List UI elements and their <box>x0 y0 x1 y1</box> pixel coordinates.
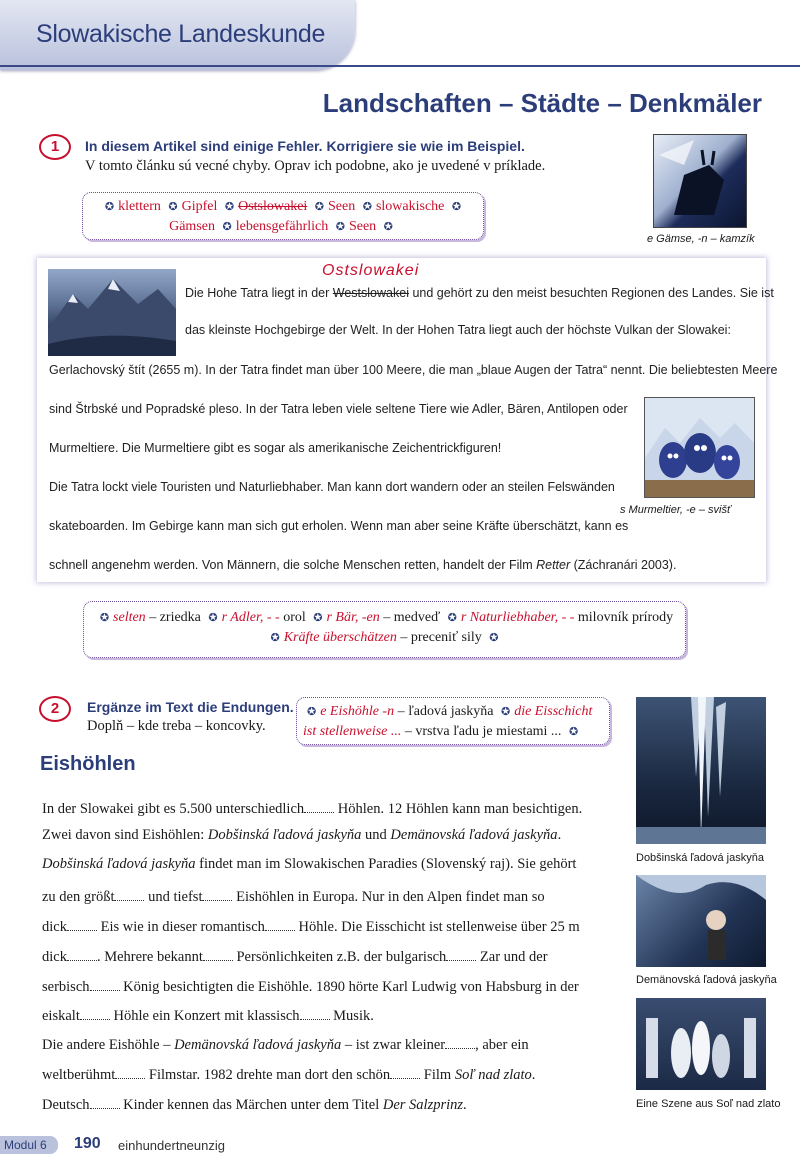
task-number-2: 2 <box>39 696 71 722</box>
cloze-line <box>42 1064 535 1084</box>
section-banner <box>0 0 355 70</box>
word: Seen <box>348 219 377 234</box>
text: Filmstar. 1982 drehte man dort den schön <box>145 1067 391 1083</box>
text: findet man im Slowakischen Paradies (Slovenský raj). Sie gehört <box>195 856 577 872</box>
text: zu den größt <box>42 889 115 905</box>
bullet-icon: ✪ <box>224 201 235 213</box>
text: Höhle. Die Eisschicht ist stellenweise über 25 m <box>294 919 580 935</box>
article-box <box>37 258 778 582</box>
vocab-sk: – ľadová jaskyňa <box>397 704 494 719</box>
text: weltberühmt <box>42 1067 116 1083</box>
cloze-line <box>42 856 576 873</box>
text: Kinder kennen das Märchen unter dem Titel <box>119 1097 383 1113</box>
word: Gipfel <box>181 199 218 214</box>
ending-blank[interactable] <box>80 1005 110 1020</box>
ending-blank[interactable] <box>446 946 476 961</box>
cloze-line <box>42 798 582 818</box>
vocab-sk: – preceniť sily <box>400 630 482 645</box>
page-number-word: einhundertneunzig <box>118 1138 225 1153</box>
text: und gehört zu den meist besuchten Regionen des Landes. Sie ist <box>408 286 774 300</box>
header-rule <box>0 65 800 67</box>
article-line-1 <box>185 286 774 300</box>
text: Die andere Eishöhle – <box>42 1037 175 1053</box>
vocab-box-1 <box>83 601 686 658</box>
bullet-icon: ✪ <box>489 632 499 644</box>
vocab-de: r Bär, -en <box>326 610 380 625</box>
word-example-struck: Ostslowakei <box>238 199 308 214</box>
chamois-photo <box>653 134 747 228</box>
word: Seen <box>328 199 356 214</box>
article-line-5: Murmeltiere. Die Murmeltiere gibt es sogar als amerikanische Zeichentrickfiguren! <box>49 441 502 455</box>
section-title: Slowakische Landeskunde <box>36 20 326 48</box>
ending-blank[interactable] <box>90 1094 120 1109</box>
text: Höhle ein Konzert mit klassisch <box>109 1008 300 1024</box>
bullet-icon: ✪ <box>451 201 462 213</box>
bullet-icon: ✪ <box>362 201 372 213</box>
text: (Záchranári 2003). <box>570 558 677 572</box>
ending-blank[interactable] <box>67 946 97 961</box>
struck-word: Westslowakei <box>332 286 409 300</box>
bullet-icon: ✪ <box>104 201 115 213</box>
text: . <box>531 1067 536 1083</box>
italic-title: Dobšinská ľadová jaskyňa <box>42 856 196 872</box>
vocab-de: e Eishöhle -n <box>320 704 395 719</box>
text: schnell angenehm werden. Von Männern, die solche Menschen retten, handelt der Film <box>49 558 537 572</box>
cloze-line <box>42 1034 529 1054</box>
text: Deutsch <box>42 1097 90 1113</box>
italic-title: Dobšinská ľadová jaskyňa <box>207 827 362 843</box>
text: König besichtigten die Eishöhle. 1890 hörte Karl Ludwig von Habsburg in der <box>119 979 579 995</box>
text: . <box>557 827 562 843</box>
bullet-icon: ✪ <box>335 221 345 233</box>
bullet-icon: ✪ <box>314 201 325 213</box>
handwritten-correction: Ostslowakei <box>322 262 420 279</box>
text: Film <box>420 1067 455 1083</box>
vocab-sk: – zriedka <box>149 610 201 625</box>
ending-blank[interactable] <box>300 1005 330 1020</box>
text: In der Slowakei gibt es 5.500 unterschiedlich <box>42 801 305 817</box>
article-line-3: Gerlachovský štít (2655 m). In der Tatra findet man über 100 Meere, die man „blaue Augen der Tatra“ nennt. Die beliebtesten Meere <box>49 363 778 377</box>
vocab-box-2 <box>296 697 610 745</box>
vocab-de: selten <box>113 610 146 625</box>
ending-blank[interactable] <box>390 1064 420 1079</box>
bullet-icon: ✪ <box>313 612 323 624</box>
task1-instruction-de: In diesem Artikel sind einige Fehler. Korrigiere sie wie im Beispiel. <box>85 138 525 154</box>
text: Höhlen. 12 Höhlen kann man besichtigen. <box>334 801 583 817</box>
page-title: Landschaften – Städte – Denkmäler <box>322 88 762 118</box>
ending-blank[interactable] <box>114 886 144 901</box>
text: – ist zwar kleiner <box>341 1037 446 1053</box>
article-line-8 <box>49 558 676 572</box>
article-line-6: Die Tatra lockt viele Touristen und Naturliebhaber. Man kann dort wandern oder an steilen Felswänden <box>49 480 615 494</box>
marmot-icon <box>645 398 754 497</box>
text: und <box>361 827 391 843</box>
cloze-line <box>42 886 545 906</box>
text: Zwei davon sind Eishöhlen: <box>42 827 208 843</box>
vocab-sk: – vrstva ľadu je miestami ... <box>404 724 562 739</box>
vocab-sk: milovník prírody <box>577 610 674 625</box>
task2-instruction-sk: Doplň – kde treba – koncovky. <box>87 718 266 734</box>
text: Persönlichkeiten z.B. der bulgarisch <box>232 949 447 965</box>
bullet-icon: ✪ <box>307 706 317 718</box>
ending-blank[interactable] <box>265 916 295 931</box>
cloze-line <box>42 1094 467 1114</box>
bullet-icon: ✪ <box>500 706 511 718</box>
cloze-line <box>42 976 579 996</box>
demanovska-caption: Demänovská ľadová jaskyňa <box>636 974 777 986</box>
word: lebensgefährlich <box>235 219 329 234</box>
marmot-caption: s Murmeltier, -e – svišť <box>620 504 731 516</box>
word: Gämsen <box>169 219 215 234</box>
bullet-icon: ✪ <box>99 612 110 624</box>
text: Zar und der <box>476 949 548 965</box>
text: . Mehrere bekannt <box>96 949 203 965</box>
italic-title: Demänovská ľadová jaskyňa <box>390 827 558 843</box>
text: eiskalt <box>42 1008 80 1024</box>
ending-blank[interactable] <box>445 1034 475 1049</box>
chamois-icon <box>654 135 746 227</box>
article-line-4: sind Štrbské und Popradské pleso. In der Tatra leben viele seltene Tiere wie Adler, Bären, Antilopen oder <box>49 402 628 416</box>
italic-title: Soľ nad zlato <box>454 1067 532 1083</box>
ice-cave-icon <box>636 697 766 844</box>
bullet-icon: ✪ <box>568 726 579 738</box>
vocab-de: r Naturliebhaber, - - <box>460 610 575 625</box>
vocab-de: die Eisschicht ist stellenweise ... <box>303 704 593 739</box>
chamois-caption: e Gämse, -n – kamzík <box>647 233 755 245</box>
cloze-line <box>42 946 548 966</box>
vocab-de: Kräfte überschätzen <box>283 630 397 645</box>
film-scene-caption: Eine Szene aus Soľ nad zlato <box>636 1098 781 1110</box>
text: serbisch <box>42 979 90 995</box>
dobsinska-caption: Dobšinská ľadová jaskyňa <box>636 852 764 864</box>
mountain-icon <box>48 269 176 356</box>
cloze-line <box>42 1005 374 1025</box>
bullet-icon: ✪ <box>383 221 393 233</box>
cloze-line <box>42 827 561 844</box>
vocab-sk: orol <box>283 610 306 625</box>
text: . <box>463 1097 467 1113</box>
vocab-de: r Adler, - - <box>221 610 280 625</box>
ending-blank[interactable] <box>115 1064 145 1079</box>
ending-blank[interactable] <box>202 886 232 901</box>
word: klettern <box>118 199 161 214</box>
article-line-2: das kleinste Hochgebirge der Welt. In der Hohen Tatra liegt auch der höchste Vulkan der Slowakei: <box>185 323 731 337</box>
marmot-cartoon-photo <box>644 397 755 498</box>
word-box-1 <box>82 192 484 240</box>
article-line-7: skateboarden. Im Gebirge kann man sich gut erholen. Wenn man aber seine Kräfte überschätzt, kann es <box>49 519 629 533</box>
bullet-icon: ✪ <box>447 612 457 624</box>
demanovska-photo <box>636 875 766 967</box>
ending-blank[interactable] <box>304 798 334 813</box>
text: und tiefst <box>144 889 203 905</box>
bullet-icon: ✪ <box>270 632 280 644</box>
task-number-1: 1 <box>39 134 71 160</box>
cave-interior-icon <box>636 875 766 967</box>
ending-blank[interactable] <box>90 976 120 991</box>
word: slowakische <box>375 199 445 214</box>
text: dick <box>42 949 67 965</box>
module-label: Modul 6 <box>0 1136 58 1154</box>
text: Die Hohe Tatra liegt in der <box>185 286 333 300</box>
task2-instruction-de: Ergänze im Text die Endungen. <box>87 699 294 715</box>
text: Eis wie in dieser romantisch <box>96 919 265 935</box>
bullet-icon: ✪ <box>168 201 178 213</box>
page-number: 190 <box>74 1135 101 1152</box>
text: dick <box>42 919 67 935</box>
tatra-photo <box>48 269 176 356</box>
italic-title: Der Salzprinz <box>382 1097 464 1113</box>
text: Eishöhlen in Europa. Nur in den Alpen findet man so <box>232 889 545 905</box>
bullet-icon: ✪ <box>208 612 218 624</box>
text: Musik. <box>329 1008 374 1024</box>
cloze-line <box>42 916 580 936</box>
film-scene-photo <box>636 998 766 1090</box>
ending-blank[interactable] <box>203 946 233 961</box>
film-scene-icon <box>636 998 766 1090</box>
italic-title: Demänovská ľadová jaskyňa <box>174 1037 342 1053</box>
ending-blank[interactable] <box>67 916 97 931</box>
text: , aber ein <box>475 1037 529 1053</box>
task1-instruction-sk: V tomto článku sú vecné chyby. Oprav ich podobne, ako je uvedené v príklade. <box>85 158 546 174</box>
dobsinska-photo <box>636 697 766 844</box>
vocab-sk: – medveď <box>383 610 441 625</box>
section-heading-eishoehlen: Eishöhlen <box>40 753 136 775</box>
bullet-icon: ✪ <box>222 221 232 233</box>
film-title: Retter <box>536 558 571 572</box>
